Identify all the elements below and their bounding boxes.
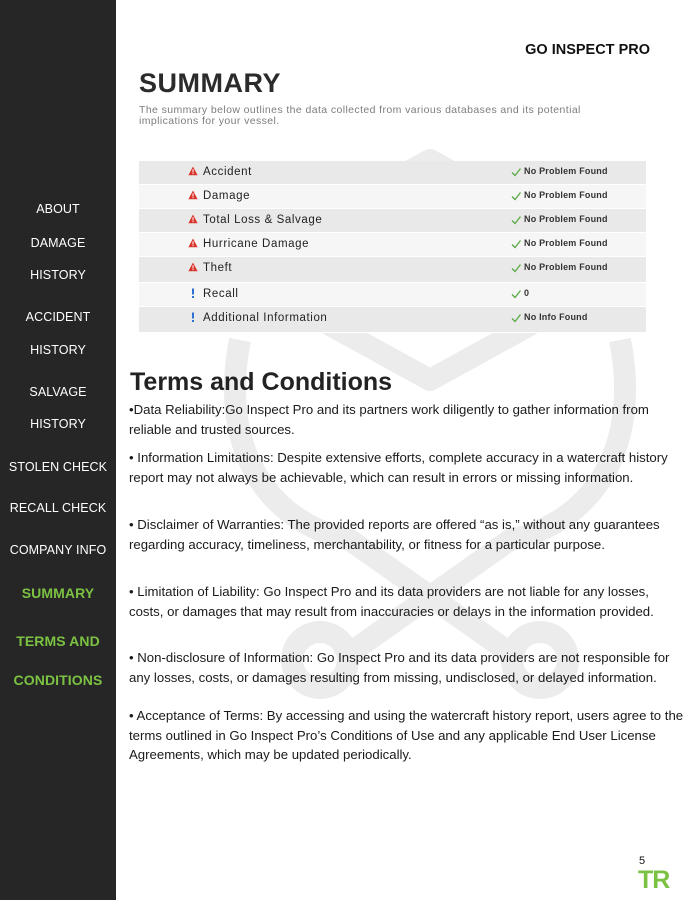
tr-logo: TR (638, 866, 670, 894)
summary-row-status: No Problem Found (524, 238, 608, 248)
sidebar-item-damage-history[interactable]: DAMAGE (30, 236, 86, 250)
summary-row-status: No Problem Found (524, 262, 608, 272)
warning-triangle-icon (188, 190, 198, 200)
warning-triangle-icon (188, 262, 198, 272)
summary-row (139, 257, 646, 283)
sidebar-item-about[interactable]: ABOUT (36, 202, 80, 216)
warning-triangle-icon (188, 214, 198, 224)
summary-row-status: No Info Found (524, 312, 588, 322)
warning-triangle-icon (188, 166, 198, 176)
check-icon (511, 289, 521, 299)
check-icon (511, 313, 521, 323)
term-disclaimer-of-warranties: • Disclaimer of Warranties: The provided reports are offered “as is,” without any guarantees regarding accuracy, timeliness, merchantability, or fitness for a particular purpose. (129, 517, 660, 552)
sidebar-item-accident-history[interactable]: ACCIDENT (25, 310, 91, 324)
summary-row-label: Damage (203, 190, 251, 202)
summary-table (139, 161, 646, 333)
summary-row (139, 185, 646, 209)
warning-triangle-icon (188, 238, 198, 248)
summary-row (139, 307, 646, 333)
terms-title: Terms and Conditions (130, 368, 393, 396)
sidebar-item-terms-line2[interactable]: CONDITIONS (13, 672, 103, 688)
term-data-reliability: •Data Reliability:Go Inspect Pro and its partners work diligently to gather information from reliable and trusted sources. (129, 402, 649, 437)
term-limitation-of-liability: • Limitation of Liability: Go Inspect Pro and its data providers are not liable for any losses, costs, or damages that may result from inaccuracies or delays in the information provided. (129, 584, 654, 619)
check-icon (511, 215, 521, 225)
sidebar-item-salvage-history-line2[interactable]: HISTORY (30, 417, 86, 431)
term-information-limitations: • Information Limitations: Despite extensive efforts, complete accuracy in a watercraft history report may not always be achievable, which can result in errors or missing information. (129, 450, 668, 485)
exclamation-icon (188, 288, 198, 298)
summary-row-label: Theft (203, 262, 233, 274)
check-icon (511, 239, 521, 249)
sidebar-item-salvage-history[interactable]: SALVAGE (29, 385, 87, 399)
sidebar-item-stolen-check[interactable]: STOLEN CHECK (8, 460, 108, 474)
summary-row-label: Additional Information (203, 312, 328, 324)
term-acceptance: • Acceptance of Terms: By accessing and using the watercraft history report, users agree to the terms outlined in Go Inspect Pro’s Conditions of Use and any applicable End User License Agreements, which may be updated periodically. (129, 708, 684, 762)
brand-name: GO INSPECT PRO (525, 42, 650, 58)
check-icon (511, 167, 521, 177)
summary-description: The summary below outlines the data collected from various databases and its potential implications for your vessel. (139, 104, 581, 127)
summary-title: SUMMARY (139, 68, 281, 98)
sidebar-item-damage-history-line2[interactable]: HISTORY (30, 268, 86, 282)
summary-row (139, 283, 646, 307)
page-number: 5 (639, 855, 646, 867)
check-icon (511, 263, 521, 273)
summary-row (139, 209, 646, 233)
sidebar-item-terms[interactable]: TERMS AND (16, 633, 100, 649)
summary-row-status: No Problem Found (524, 190, 608, 200)
summary-row-label: Hurricane Damage (203, 238, 310, 250)
term-non-disclosure: • Non-disclosure of Information: Go Inspect Pro and its data providers are not responsible for any losses, costs, or damages resulting from missing, undisclosed, or delayed information. (129, 650, 670, 685)
summary-row-status: No Problem Found (524, 166, 608, 176)
summary-row-status: No Problem Found (524, 214, 608, 224)
sidebar-item-accident-history-line2[interactable]: HISTORY (30, 343, 86, 357)
exclamation-icon (188, 312, 198, 322)
sidebar-item-summary[interactable]: SUMMARY (21, 585, 95, 601)
summary-row-label: Recall (203, 288, 239, 300)
sidebar (0, 0, 116, 900)
summary-row-status: 0 (524, 288, 530, 298)
summary-row (139, 233, 646, 257)
sidebar-item-recall-check[interactable]: RECALL CHECK (9, 501, 107, 515)
summary-row-label: Total Loss & Salvage (203, 214, 323, 226)
sidebar-item-company-info[interactable]: COMPANY INFO (9, 543, 107, 557)
summary-row-label: Accident (203, 166, 252, 178)
check-icon (511, 191, 521, 201)
summary-row (139, 161, 646, 185)
